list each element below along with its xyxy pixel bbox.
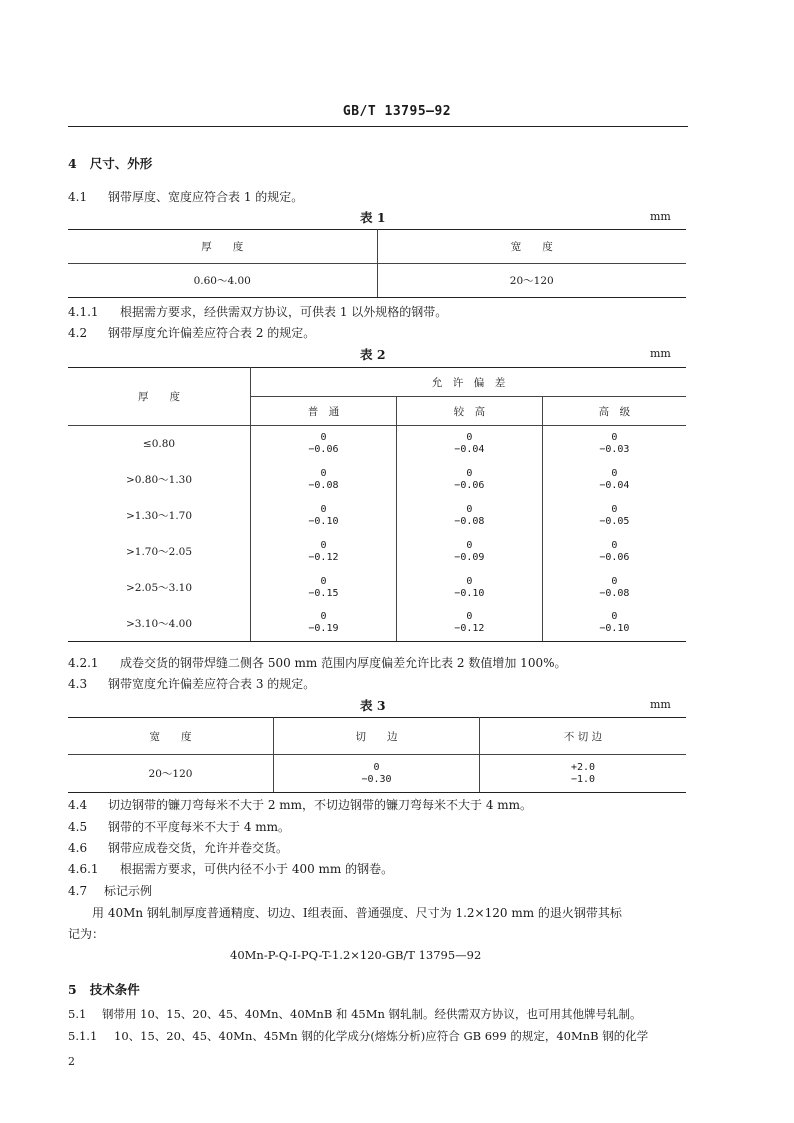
- tolerance-cell: 0 −0.09: [396, 534, 542, 570]
- clause-number: 5.1.1: [68, 1029, 98, 1043]
- clause-number: 4.3: [68, 677, 88, 691]
- thickness-cell: ≤0.80: [68, 426, 251, 462]
- tolerance-cell: 0 −0.12: [396, 606, 542, 642]
- clause-text: 钢带宽度允许偏差应符合表 3 的规定。: [108, 677, 316, 691]
- table-row: [68, 426, 686, 462]
- clause-text: 10、15、20、45、40Mn、45Mn 钢的化学成分(熔炼分析)应符合 GB 699 的规定，40MnB 钢的化学: [114, 1029, 649, 1043]
- thickness-cell: >3.10～4.00: [68, 606, 251, 642]
- table3-unit: mm: [650, 698, 671, 711]
- table1-caption: 表 1: [360, 210, 386, 225]
- thickness-cell: >0.80～1.30: [68, 462, 251, 498]
- table2-sub-higher: 较 高: [396, 397, 542, 426]
- clause-4-2-1: [68, 654, 567, 671]
- clause-4-7: [68, 882, 152, 899]
- table1-header-thickness: 厚 度: [68, 230, 377, 264]
- thickness-cell: >2.05～3.10: [68, 570, 251, 606]
- tolerance-cell: 0 −0.10: [251, 498, 397, 534]
- clause-text: 钢带用 10、15、20、45、40Mn、40MnB 和 45Mn 钢轧制。经供需双方协议，也可用其他牌号轧制。: [102, 1007, 642, 1021]
- table-row: [68, 534, 686, 570]
- section-5-heading: [68, 980, 140, 998]
- table1-header-width: 宽 度: [377, 230, 686, 264]
- tolerance-cell: 0 −0.08: [599, 575, 630, 599]
- clause-number: 4.5: [68, 820, 88, 834]
- clause-text: 标记示例: [104, 884, 153, 898]
- table3-cell-uncut: +2.0 −1.0: [480, 755, 687, 793]
- table1-unit: mm: [650, 210, 671, 223]
- table2-unit: mm: [650, 347, 671, 360]
- tolerance-cell: 0 −0.04: [599, 467, 630, 491]
- clause-number: 4.1: [68, 190, 88, 204]
- table-row: [68, 606, 686, 642]
- table1-cell-width: 20～120: [377, 264, 686, 298]
- clause-number: 4.2: [68, 326, 88, 340]
- clause-text: 切边钢带的镰刀弯每米不大于 2 mm，不切边钢带的镰刀弯每米不大于 4 mm。: [108, 798, 533, 812]
- tolerance-cell: 0 −0.05: [599, 503, 630, 527]
- section-4-heading: [68, 154, 152, 172]
- table2-caption: 表 2: [360, 347, 386, 362]
- clause-4-3: [68, 675, 315, 692]
- tolerance-cell: 0 −0.03: [599, 431, 630, 455]
- table-row: [68, 570, 686, 606]
- marking-example: 40Mn-P-Q-Ⅰ-PQ-T-1.2×120-GB/T 13795—92: [230, 948, 482, 962]
- clause-4-1-1: [68, 303, 447, 320]
- tolerance-cell: 0 −0.10: [396, 570, 542, 606]
- clause-text: 钢带的不平度每米不大于 4 mm。: [108, 820, 291, 834]
- tolerance-cell: 0 −0.06: [251, 426, 397, 462]
- thickness-cell: >1.70～2.05: [68, 534, 251, 570]
- clause-4-6: [68, 839, 288, 856]
- clause-4-4: [68, 796, 532, 813]
- clause-text: 钢带厚度允许偏差应符合表 2 的规定。: [108, 326, 316, 340]
- clause-number: 4.1.1: [68, 305, 99, 319]
- section-title: 技术条件: [89, 982, 140, 997]
- tolerance-cell: 0 −0.08: [251, 462, 397, 498]
- clause-4-2: [68, 324, 315, 341]
- clause-number: 4.2.1: [68, 656, 99, 670]
- table-3: [68, 717, 686, 793]
- clause-text: 钢带厚度、宽度应符合表 1 的规定。: [108, 190, 304, 204]
- table-row: [68, 498, 686, 534]
- tolerance-cell: 0 −0.06: [599, 539, 630, 563]
- page-number: 2: [68, 1055, 75, 1068]
- tolerance-cell: 0 −0.12: [251, 534, 397, 570]
- section-number: 4: [68, 156, 77, 171]
- document-header: GB/T 13795—92: [342, 104, 452, 119]
- table-row: [68, 462, 686, 498]
- table3-header-cut: 切 边: [274, 718, 480, 755]
- table3-header-width: 宽 度: [68, 718, 274, 755]
- clause-text: 根据需方要求，经供需双方协议，可供表 1 以外规格的钢带。: [120, 305, 448, 319]
- table2-header-thickness: 厚 度: [68, 368, 251, 426]
- clause-number: 4.6.1: [68, 862, 99, 876]
- clause-number: 4.4: [68, 798, 88, 812]
- clause-text: 成卷交货的钢带焊缝二侧各 500 mm 范围内厚度偏差允许比表 2 数值增加 100%。: [120, 656, 567, 670]
- thickness-cell: >1.30～1.70: [68, 498, 251, 534]
- table3-cell-width: 20～120: [68, 755, 274, 793]
- table-1: [68, 229, 686, 298]
- tolerance-cell: 0 −0.10: [542, 606, 686, 642]
- example-line-1: 用 40Mn 钢轧制厚度普通精度、切边、Ⅰ组表面、普通强度、尺寸为 1.2×120 mm 的退火钢带其标: [92, 906, 622, 920]
- clause-text: 根据需方要求，可供内径不小于 400 mm 的钢卷。: [120, 862, 394, 876]
- clause-number: 4.6: [68, 841, 88, 855]
- example-line-2: 记为：: [68, 927, 105, 941]
- table3-caption: 表 3: [360, 698, 386, 713]
- section-title: 尺寸、外形: [89, 156, 153, 171]
- table2-sub-premium: 高 级: [542, 397, 686, 426]
- table3-cell-cut: 0 −0.30: [274, 755, 480, 793]
- table-2: [68, 367, 686, 642]
- clause-4-5: [68, 818, 290, 835]
- tolerance-cell: 0 −0.08: [396, 498, 542, 534]
- clause-5-1: [68, 1006, 642, 1022]
- tolerance-cell: 0 −0.19: [251, 606, 397, 642]
- table1-cell-thickness: 0.60～4.00: [68, 264, 377, 298]
- section-number: 5: [68, 982, 77, 997]
- clause-number: 4.7: [68, 884, 88, 898]
- clause-4-1: [68, 188, 303, 205]
- clause-5-1-1: [68, 1028, 648, 1044]
- clause-4-6-1: [68, 860, 393, 877]
- clause-number: 5.1: [68, 1007, 87, 1021]
- table2-header-tolerance: 允 许 偏 差: [251, 368, 687, 397]
- tolerance-cell: 0 −0.04: [396, 426, 542, 462]
- tolerance-cell: 0 −0.15: [251, 570, 397, 606]
- clause-text: 钢带应成卷交货，允许并卷交货。: [108, 841, 289, 855]
- table2-sub-normal: 普 通: [251, 397, 397, 426]
- header-rule: [68, 126, 688, 127]
- tolerance-cell: 0 −0.06: [396, 462, 542, 498]
- table3-header-uncut: 不 切 边: [480, 718, 687, 755]
